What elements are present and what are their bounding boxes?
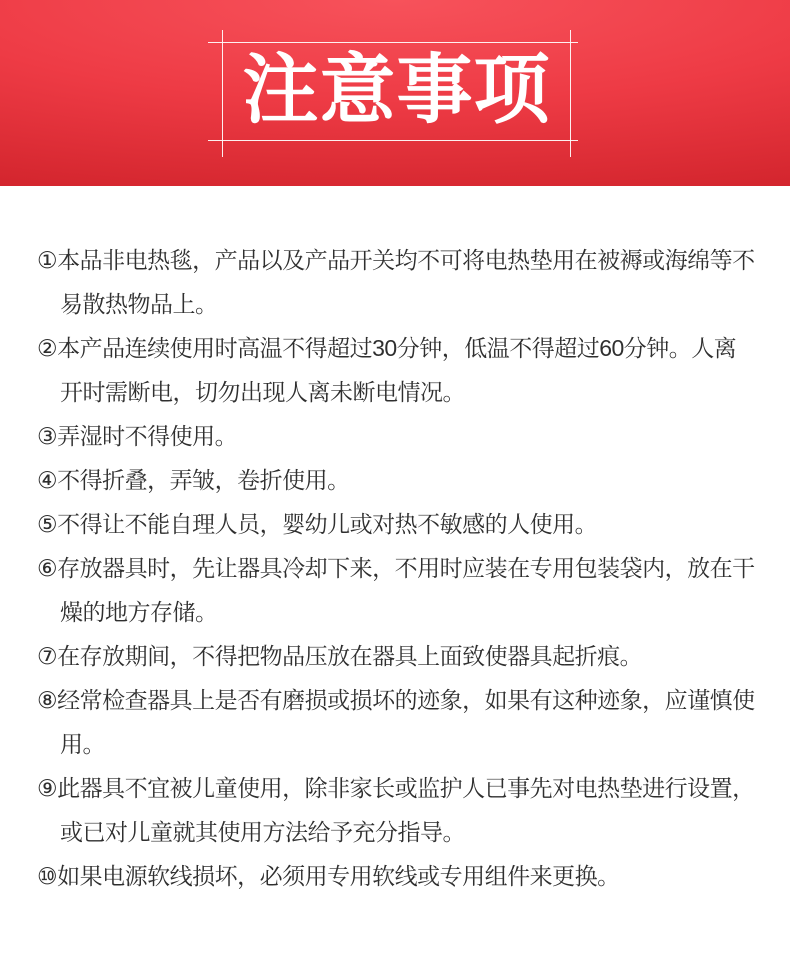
- item-number: ⑨: [37, 775, 58, 801]
- item-text: 在存放期间，不得把物品压放在器具上面致使器具起折痕。: [57, 643, 643, 669]
- header-banner: [0, 0, 790, 186]
- notice-item: [0, 502, 790, 546]
- item-text: 存放器具时，先让器具冷却下来，不用时应装在专用包装袋内，放在干: [57, 555, 755, 581]
- item-text: 此器具不宜被儿童使用，除非家长或监护人已事先对电热垫进行设置，: [57, 775, 755, 801]
- item-text: 经常检查器具上是否有磨损或损坏的迹象，如果有这种迹象，应谨慎使: [57, 687, 755, 713]
- notice-item: [0, 458, 790, 502]
- item-number: ③: [37, 423, 58, 449]
- item-number: ⑥: [37, 555, 58, 581]
- item-number: ⑦: [37, 643, 58, 669]
- notice-item-first-line: [0, 766, 790, 810]
- notice-item: [0, 634, 790, 678]
- item-text: 本产品连续使用时高温不得超过30分钟，低温不得超过60分钟。人离: [57, 335, 737, 361]
- notice-item-first-line: [0, 458, 790, 502]
- notice-item-first-line: [0, 502, 790, 546]
- notice-item-first-line: [0, 854, 790, 898]
- notice-item: [0, 414, 790, 458]
- notice-item-wrapped-line: 开时需断电，切勿出现人离未断电情况。: [60, 379, 465, 405]
- item-number: ⑧: [37, 687, 58, 713]
- item-text: 如果电源软线损坏，必须用专用软线或专用组件来更换。: [57, 863, 620, 889]
- notice-item: [0, 238, 790, 326]
- notice-item: [0, 678, 790, 766]
- notice-item-wrapped-line: 燥的地方存储。: [60, 599, 218, 625]
- item-text: 本品非电热毯，产品以及产品开关均不可将电热垫用在被褥或海绵等不: [57, 247, 755, 273]
- notice-item-wrapped-line: 易散热物品上。: [60, 291, 218, 317]
- notice-item: [0, 326, 790, 414]
- item-text: 弄湿时不得使用。: [57, 423, 238, 449]
- notice-item-wrapped-line: 用。: [60, 731, 105, 757]
- notice-item-first-line: [0, 414, 790, 458]
- notice-item-first-line: [0, 238, 790, 282]
- item-number: ⑤: [37, 511, 58, 537]
- notice-list: [0, 238, 790, 898]
- item-number: ④: [37, 467, 58, 493]
- item-number: ①: [37, 247, 58, 273]
- item-number: ⑩: [37, 863, 58, 889]
- notice-item-first-line: [0, 546, 790, 590]
- notice-item: [0, 546, 790, 634]
- notice-item-wrapped-line: 或已对儿童就其使用方法给予充分指导。: [60, 819, 465, 845]
- notice-item: [0, 854, 790, 898]
- item-number: ②: [37, 335, 58, 361]
- notice-item-first-line: [0, 678, 790, 722]
- notice-item-first-line: [0, 326, 790, 370]
- notice-item-first-line: [0, 634, 790, 678]
- page-title: 注意事项: [242, 48, 551, 133]
- item-text: 不得折叠，弄皱，卷折使用。: [57, 467, 350, 493]
- item-text: 不得让不能自理人员，婴幼儿或对热不敏感的人使用。: [57, 511, 598, 537]
- title-frame-line-right: [570, 30, 571, 157]
- notice-item: [0, 766, 790, 854]
